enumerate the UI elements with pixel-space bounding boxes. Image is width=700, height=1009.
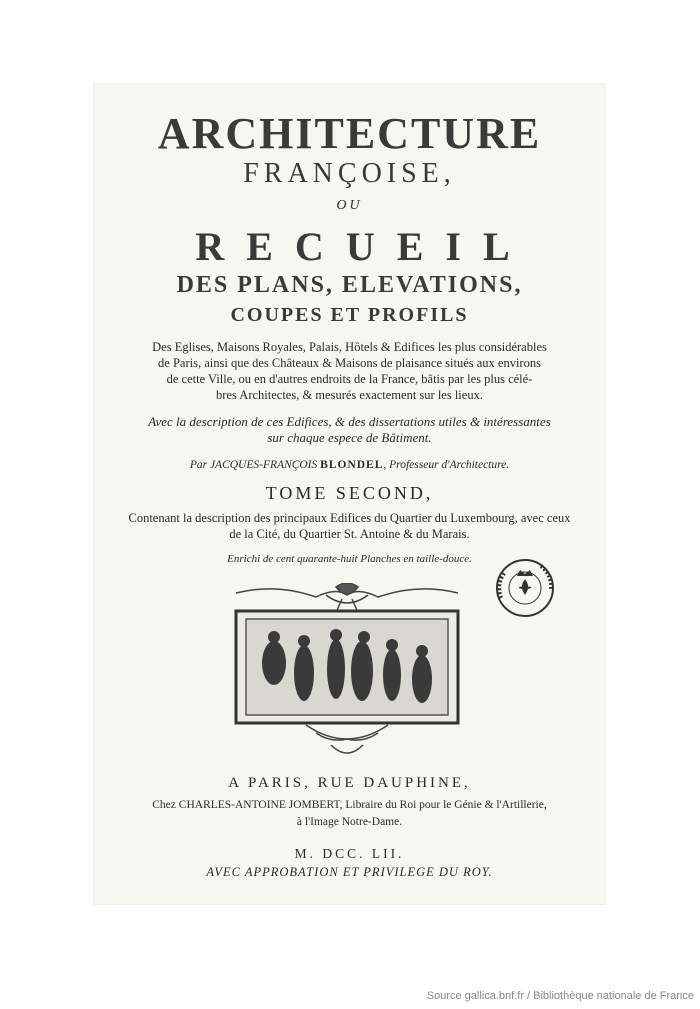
fleur-de-lis-icon [519,580,531,594]
imprint-publisher: Chez CHARLES-ANTOINE JOMBERT, Libraire du Roi pour le Génie & l'Artillerie, [152,799,547,811]
title-line-plans: DES PLANS, ELEVATIONS, [176,272,523,298]
subtitle-paragraph [113,414,586,446]
title-page [93,83,606,905]
description-paragraph [113,339,586,403]
volume-heading: TOME SECOND, [265,483,434,503]
subtitle-line: Avec la description de ces Edifices, & des dissertations utiles & intéressantes [148,414,551,429]
plates-note: Enrichi de cent quarante-huit Planches en taille-douce. [227,553,472,565]
contents-line: de la Cité, du Quartier St. Antoine & du Marais. [229,527,470,541]
imprint-year: M. DCC. LII. [294,846,405,861]
library-stamp [495,558,555,618]
crown-icon [517,570,533,576]
author-line [93,459,606,471]
imprint-privilege: AVEC APPROBATION ET PRIVILEGE DU ROY. [206,865,493,879]
author-name: BLONDEL [320,459,384,471]
imprint-city: A PARIS, RUE DAUPHINE, [228,775,471,791]
title-line-architecture: ARCHITECTURE [157,109,542,158]
contents-paragraph [113,510,586,542]
description-line: de cette Ville, ou en d'autres endroits de la France, bâtis par les plus célé- [166,372,533,386]
imprint-address: à l'Image Notre-Dame. [296,816,403,828]
description-line: de Paris, ainsi que des Châteaux & Maisons de plaisance situés aux environs [158,356,541,370]
engraved-vignette [216,583,478,763]
title-line-ou: OU [336,198,363,213]
description-line: Des Eglises, Maisons Royales, Palais, Hôtels & Edifices les plus considérables [152,340,547,354]
title-line-francoise: FRANÇOISE, [243,158,456,189]
title-line-recueil: RECUEIL [195,224,532,269]
subtitle-line: sur chaque espece de Bâtiment. [267,430,432,445]
author-prefix: Par JACQUES-FRANÇOIS [189,459,318,471]
title-line-coupes: COUPES ET PROFILS [230,304,469,326]
description-line: bres Architectes, & mesurés exactement sur les lieux. [216,388,483,402]
source-credit: Source gallica.bnf.fr / Bibliothèque nationale de France [426,990,694,1002]
author-suffix: , Professeur d'Architecture. [383,459,510,471]
contents-line: Contenant la description des principaux Edifices du Quartier du Luxembourg, avec ceux [128,511,571,525]
